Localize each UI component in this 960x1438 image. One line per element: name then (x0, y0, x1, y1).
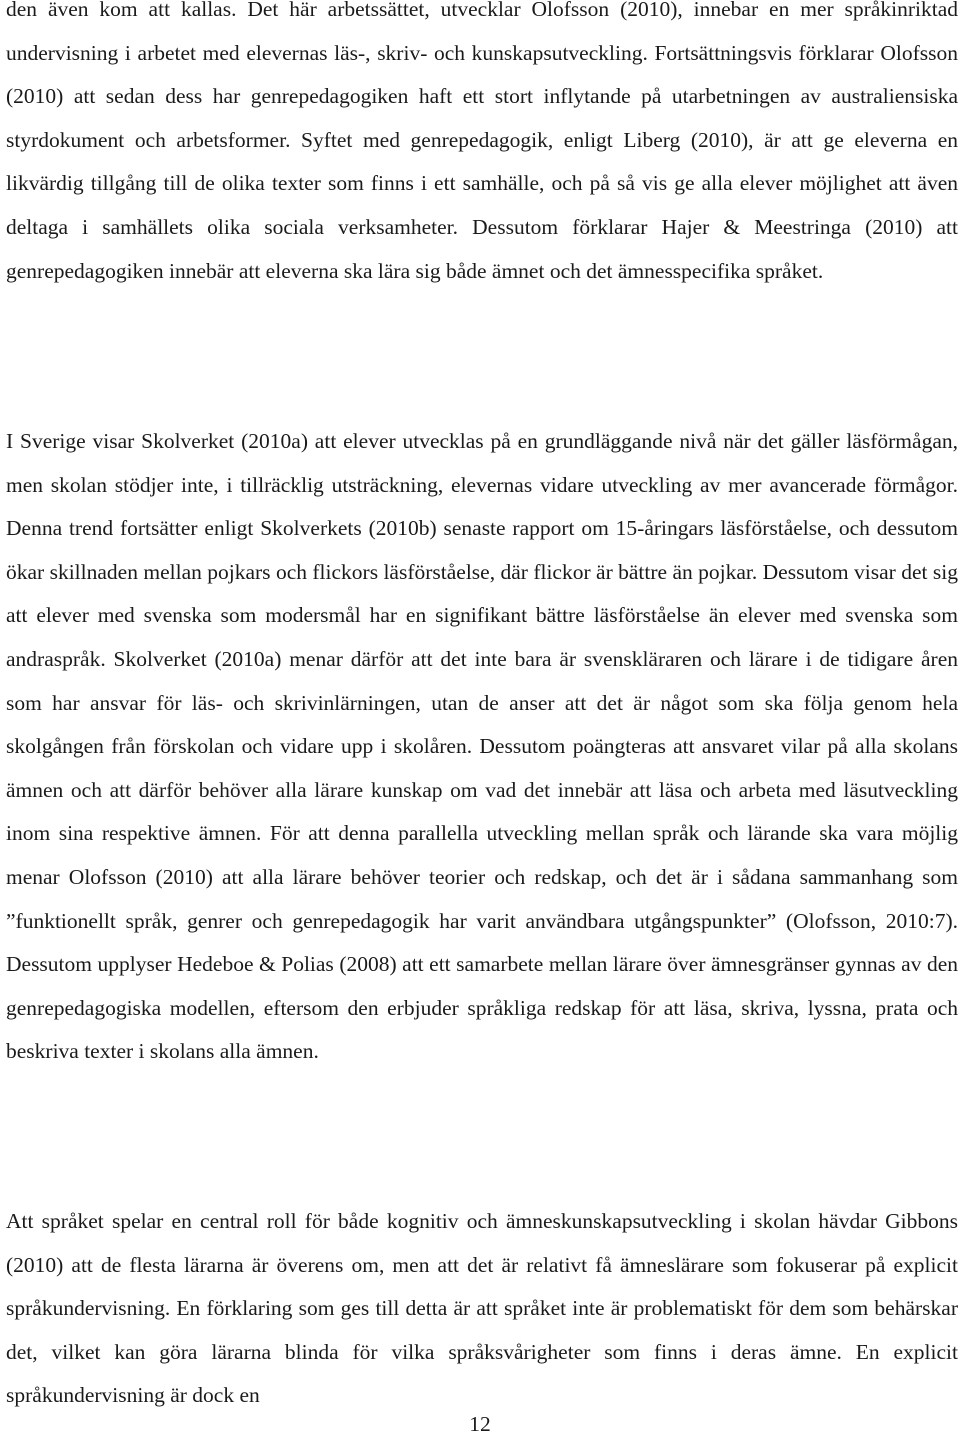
paragraph-1: den även kom att kallas. Det här arbetssättet, utvecklar Olofsson (2010), innebar en mer språkinriktad undervisning i arbetet med elevernas läs-, skriv- och kunskapsutveckling. Fortsättningsvis förklarar Olofsson (2010) att sedan dess har genrepedagogiken haft ett stort inflytande på utarbetningen av australiensiska styrdokument och arbetsformer. Syftet med genrepedagogik, enligt Liberg (2010), är att ge eleverna en likvärdig tillgång till de olika texter som finns i ett samhälle, och på så vis ge alla elever möjlighet att även deltaga i samhällets olika sociala verksamheter. Dessutom förklarar Hajer & Meestringa (2010) att genrepedagogiken innebär att eleverna ska lära sig både ämnet och det ämnesspecifika språket. (6, 0, 958, 283)
page-number: 12 (469, 1412, 491, 1436)
paragraph-3: Att språket spelar en central roll för både kognitiv och ämneskunskapsutveckling i skolan hävdar Gibbons (2010) att de flesta lärarna är överens om, men att det är relativt få ämneslärare som fokuserar på explicit språkundervisning. En förklaring som ges till detta är att språket inte är problematiskt för dem som behärskar det, vilket kan göra lärarna blinda för vilka språksvårigheter som finns i deras ämne. En explicit språkundervisning är dock en (6, 1209, 958, 1408)
paragraph-2: I Sverige visar Skolverket (2010a) att elever utvecklas på en grundläggande nivå när det gäller läsförmågan, men skolan stödjer inte, i tillräcklig utsträckning, elevernas vidare utveckling av mer avancerade förmågor. Denna trend fortsätter enligt Skolverkets (2010b) senaste rapport om 15-åringars läsförståelse, och dessutom ökar skillnaden mellan pojkars och flickors läsförståelse, där flickor är bättre än pojkar. Dessutom visar det sig att elever med svenska som modersmål har en signifikant bättre läsförståelse än elever med svenska som andraspråk. Skolverket (2010a) menar därför att det inte bara är svenskläraren och lärare i de tidigare åren som har ansvar för läs- och skrivinlärningen, utan de anser att det är något som ska följa genom hela skolgången från förskolan och vidare upp i skolåren. Dessutom poängteras att ansvaret vilar på alla skolans ämnen och att därför behöver alla lärare kunskap om vad det innebär att läsa och arbeta med läsutveckling inom sina respektive ämnen. För att denna parallella utveckling mellan språk och lärande ska vara möjlig menar Olofsson (2010) att alla lärare behöver teorier och redskap, och det är i sådana sammanhang som ”funktionellt språk, genrer och genrepedagogik har varit användbara utgångspunkter” (Olofsson, 2010:7). Dessutom upplyser Hedeboe & Polias (2008) att ett samarbete mellan lärare över ämnesgränser gynnas av den genrepedagogiska modellen, eftersom den erbjuder språkliga redskap för att läsa, skriva, lyssna, prata och beskriva texter i skolans alla ämnen. (6, 429, 958, 1064)
